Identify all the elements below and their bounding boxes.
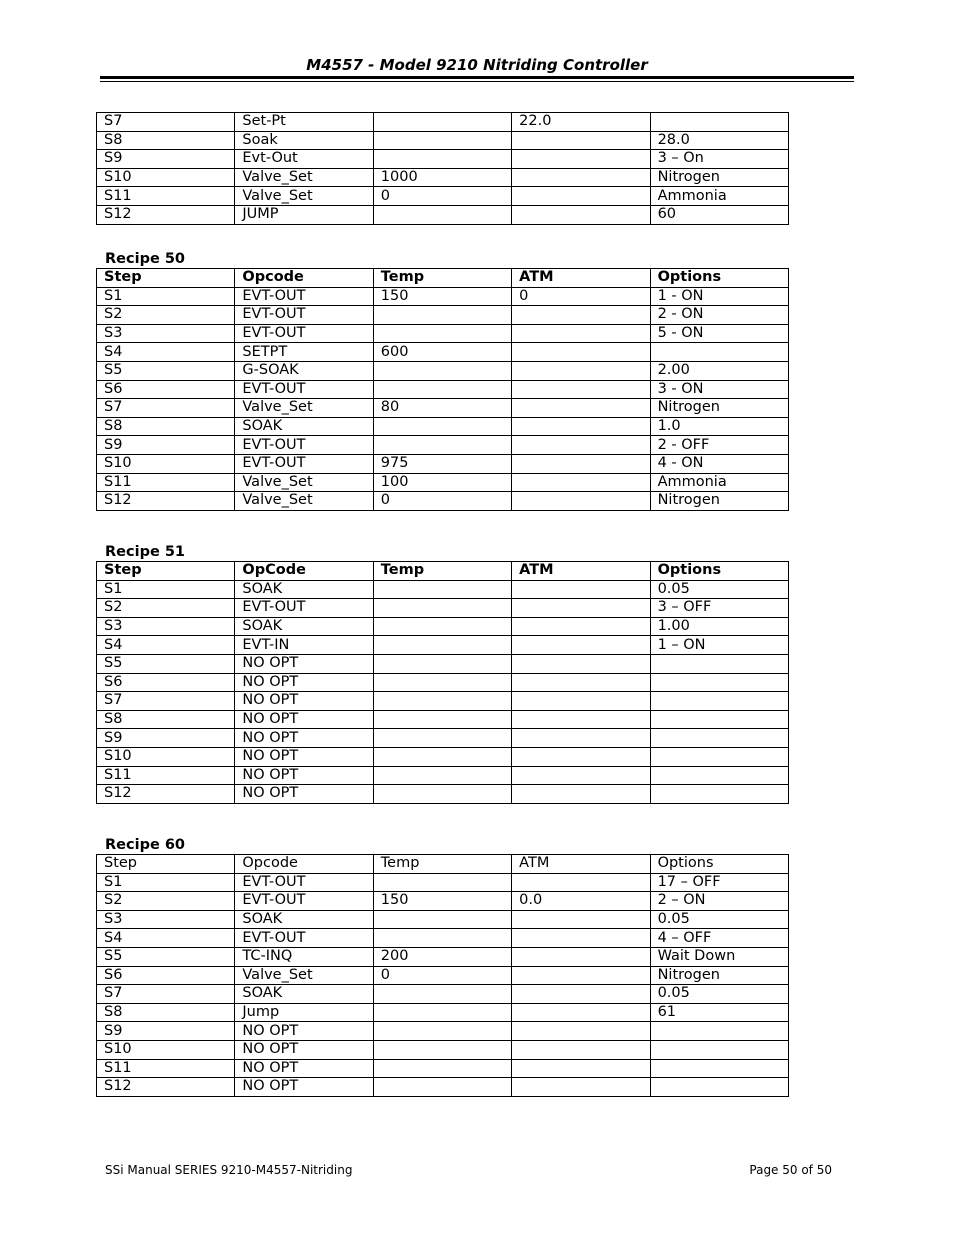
table-cell: 3 - ON	[650, 380, 788, 399]
column-header: Step	[97, 855, 235, 874]
table-cell	[650, 729, 788, 748]
table-cell: Ammonia	[650, 187, 788, 206]
table-cell: 150	[373, 892, 511, 911]
table-cell: S3	[97, 910, 235, 929]
table-cell: S5	[97, 654, 235, 673]
table-row	[97, 436, 789, 455]
table-row	[97, 929, 789, 948]
recipe-title: Recipe 60	[105, 837, 186, 853]
table-cell: EVT-OUT	[235, 287, 373, 306]
table-row	[97, 692, 789, 711]
table-cell: 28.0	[650, 131, 788, 150]
table-cell	[512, 966, 650, 985]
column-header: Temp	[373, 855, 511, 874]
column-header: Options	[650, 269, 788, 288]
table-cell: NO OPT	[235, 673, 373, 692]
table-cell: S6	[97, 673, 235, 692]
table-cell: S10	[97, 747, 235, 766]
table-cell: EVT-OUT	[235, 873, 373, 892]
table-cell: S7	[97, 113, 235, 132]
table-cell: EVT-OUT	[235, 929, 373, 948]
table-cell: Valve_Set	[235, 187, 373, 206]
table-row	[97, 306, 789, 325]
table-cell: JUMP	[235, 205, 373, 224]
table-cell	[512, 492, 650, 511]
table-cell	[373, 599, 511, 618]
table-cell	[512, 417, 650, 436]
table-cell	[650, 747, 788, 766]
table-row	[97, 324, 789, 343]
table-row	[97, 729, 789, 748]
table-cell: SOAK	[235, 417, 373, 436]
table-cell: 100	[373, 473, 511, 492]
table-cell	[650, 343, 788, 362]
table-cell: EVT-OUT	[235, 892, 373, 911]
table-cell	[650, 710, 788, 729]
recipe-60-section	[96, 835, 788, 1097]
table-cell	[650, 766, 788, 785]
table-cell: EVT-OUT	[235, 380, 373, 399]
table-cell: SETPT	[235, 343, 373, 362]
table-row	[97, 150, 789, 169]
table-cell: SOAK	[235, 580, 373, 599]
table-cell: NO OPT	[235, 766, 373, 785]
table-cell: S6	[97, 966, 235, 985]
table-row	[97, 473, 789, 492]
table-cell	[650, 113, 788, 132]
table-row	[97, 1022, 789, 1041]
table-cell: S11	[97, 473, 235, 492]
table-row	[97, 947, 789, 966]
table-cell	[512, 361, 650, 380]
table-cell: S1	[97, 287, 235, 306]
table-cell: S1	[97, 873, 235, 892]
table-cell: NO OPT	[235, 1022, 373, 1041]
table-cell	[373, 636, 511, 655]
table-cell	[512, 729, 650, 748]
table-cell	[650, 1022, 788, 1041]
table-cell	[512, 205, 650, 224]
table-row	[97, 205, 789, 224]
column-header: OpCode	[235, 562, 373, 581]
table-cell	[512, 617, 650, 636]
table-cell: Set-Pt	[235, 113, 373, 132]
table-cell: TC-INQ	[235, 947, 373, 966]
table-cell	[650, 692, 788, 711]
table-cell: S7	[97, 692, 235, 711]
table-cell: 17 – OFF	[650, 873, 788, 892]
table-row	[97, 892, 789, 911]
table-row	[97, 454, 789, 473]
table-cell: S5	[97, 361, 235, 380]
table-cell: S3	[97, 617, 235, 636]
table-cell	[650, 785, 788, 804]
table-cell: 5 - ON	[650, 324, 788, 343]
table-cell: NO OPT	[235, 1059, 373, 1078]
table-row	[97, 910, 789, 929]
table-cell: S7	[97, 399, 235, 418]
table-cell: 975	[373, 454, 511, 473]
table-cell: 2.00	[650, 361, 788, 380]
table-row	[97, 113, 789, 132]
table-row	[97, 710, 789, 729]
table-cell	[373, 1003, 511, 1022]
table-cell: S2	[97, 306, 235, 325]
table-row	[97, 785, 789, 804]
table-cell	[650, 673, 788, 692]
table-cell: EVT-OUT	[235, 599, 373, 618]
column-header: Opcode	[235, 855, 373, 874]
table-cell: Jump	[235, 1003, 373, 1022]
table-row	[97, 492, 789, 511]
table-cell: 200	[373, 947, 511, 966]
table-row	[97, 873, 789, 892]
column-header: Options	[650, 562, 788, 581]
column-header: Options	[650, 855, 788, 874]
table-header-row	[97, 269, 789, 288]
table-cell: 3 – On	[650, 150, 788, 169]
table-cell: S8	[97, 417, 235, 436]
table-cell	[512, 910, 650, 929]
table-cell	[373, 361, 511, 380]
table-cell: Soak	[235, 131, 373, 150]
table-cell: 61	[650, 1003, 788, 1022]
table-cell	[512, 380, 650, 399]
table-cell: S4	[97, 929, 235, 948]
table-row	[97, 343, 789, 362]
table-row	[97, 131, 789, 150]
table-cell: S2	[97, 599, 235, 618]
table-cell	[512, 673, 650, 692]
table-cell	[512, 1040, 650, 1059]
table-cell: S9	[97, 436, 235, 455]
table-cell: 4 - ON	[650, 454, 788, 473]
header-rule-thin	[100, 81, 854, 82]
column-header: ATM	[512, 855, 650, 874]
table-cell: Valve_Set	[235, 399, 373, 418]
table-cell	[373, 929, 511, 948]
table-cell	[373, 131, 511, 150]
table-row	[97, 287, 789, 306]
table-cell: Valve_Set	[235, 492, 373, 511]
table-cell: 2 - ON	[650, 306, 788, 325]
table-cell	[650, 654, 788, 673]
table-row	[97, 399, 789, 418]
table-cell	[512, 306, 650, 325]
table-row	[97, 380, 789, 399]
table-cell	[512, 1059, 650, 1078]
table-cell: S4	[97, 343, 235, 362]
table-row	[97, 580, 789, 599]
table-cell	[373, 985, 511, 1004]
table-cell: S9	[97, 150, 235, 169]
table-row	[97, 766, 789, 785]
table-cell: 0.05	[650, 985, 788, 1004]
table-cell	[373, 1040, 511, 1059]
table-cell: EVT-OUT	[235, 436, 373, 455]
table-cell	[512, 985, 650, 1004]
column-header: Opcode	[235, 269, 373, 288]
table-cell	[373, 654, 511, 673]
table-cell	[650, 1059, 788, 1078]
table-cell: EVT-OUT	[235, 306, 373, 325]
table-cell: 4 – OFF	[650, 929, 788, 948]
table-cell: NO OPT	[235, 692, 373, 711]
table-cell: 0	[373, 187, 511, 206]
table-cell: NO OPT	[235, 785, 373, 804]
page-title: M4557 - Model 9210 Nitriding Controller	[306, 56, 648, 74]
table-cell: S9	[97, 729, 235, 748]
table-cell	[512, 150, 650, 169]
table-cell: 2 – ON	[650, 892, 788, 911]
recipe-continuation-section	[96, 112, 788, 225]
table-row	[97, 654, 789, 673]
table-cell: Nitrogen	[650, 399, 788, 418]
table-cell: S12	[97, 205, 235, 224]
table-cell	[512, 785, 650, 804]
table-cell: 1.0	[650, 417, 788, 436]
table-cell: Wait Down	[650, 947, 788, 966]
table-cell: S10	[97, 454, 235, 473]
table-cell	[373, 785, 511, 804]
table-cell: SOAK	[235, 985, 373, 1004]
table-row	[97, 636, 789, 655]
table-cell	[650, 1040, 788, 1059]
table-cell	[512, 929, 650, 948]
table-cell: Evt-Out	[235, 150, 373, 169]
table-row	[97, 966, 789, 985]
table-cell: S10	[97, 168, 235, 187]
table-cell	[512, 187, 650, 206]
table-cell: Valve_Set	[235, 473, 373, 492]
column-header: Step	[97, 562, 235, 581]
table-cell	[373, 205, 511, 224]
table-row	[97, 1059, 789, 1078]
table-cell	[373, 1078, 511, 1097]
column-header: Temp	[373, 562, 511, 581]
table-row	[97, 1078, 789, 1097]
table-cell: SOAK	[235, 910, 373, 929]
recipe-title: Recipe 50	[105, 251, 186, 267]
table-cell: 3 – OFF	[650, 599, 788, 618]
table-row	[97, 417, 789, 436]
table-cell: NO OPT	[235, 1078, 373, 1097]
table-row	[97, 1003, 789, 1022]
table-cell: NO OPT	[235, 654, 373, 673]
table-cell	[512, 1003, 650, 1022]
table-cell: S12	[97, 492, 235, 511]
table-cell	[512, 873, 650, 892]
table-cell: S10	[97, 1040, 235, 1059]
footer-manual-name: SSi Manual SERIES 9210-M4557-Nitriding	[105, 1163, 353, 1177]
table-cell	[373, 1059, 511, 1078]
table-cell: S8	[97, 710, 235, 729]
table-cell	[512, 324, 650, 343]
table-cell: 0	[373, 966, 511, 985]
table-cell: Nitrogen	[650, 966, 788, 985]
column-header: Step	[97, 269, 235, 288]
table-cell: Nitrogen	[650, 168, 788, 187]
table-cell: EVT-OUT	[235, 454, 373, 473]
recipe-table	[96, 112, 789, 225]
table-cell	[512, 692, 650, 711]
table-cell: S2	[97, 892, 235, 911]
table-cell	[512, 766, 650, 785]
table-cell: S12	[97, 1078, 235, 1097]
recipe-50-section	[96, 249, 788, 511]
table-cell: EVT-IN	[235, 636, 373, 655]
table-cell	[373, 710, 511, 729]
table-cell	[373, 910, 511, 929]
column-header: ATM	[512, 269, 650, 288]
table-row	[97, 599, 789, 618]
table-cell	[512, 947, 650, 966]
table-cell: G-SOAK	[235, 361, 373, 380]
table-cell: NO OPT	[235, 1040, 373, 1059]
table-cell	[512, 454, 650, 473]
table-cell	[512, 1022, 650, 1041]
table-cell	[512, 473, 650, 492]
table-cell: 1.00	[650, 617, 788, 636]
table-cell	[512, 436, 650, 455]
table-cell: 1 – ON	[650, 636, 788, 655]
table-cell	[512, 168, 650, 187]
table-cell: 1 - ON	[650, 287, 788, 306]
table-cell: 1000	[373, 168, 511, 187]
table-header-row	[97, 855, 789, 874]
table-cell	[373, 766, 511, 785]
table-cell: 600	[373, 343, 511, 362]
column-header: Temp	[373, 269, 511, 288]
table-cell	[373, 617, 511, 636]
table-cell	[373, 324, 511, 343]
table-cell	[512, 747, 650, 766]
table-row	[97, 187, 789, 206]
table-cell: 0.05	[650, 580, 788, 599]
table-cell	[373, 673, 511, 692]
table-cell: S9	[97, 1022, 235, 1041]
table-cell: 22.0	[512, 113, 650, 132]
table-cell	[512, 710, 650, 729]
table-cell	[512, 599, 650, 618]
table-row	[97, 168, 789, 187]
table-row	[97, 673, 789, 692]
table-cell	[373, 873, 511, 892]
table-cell: S3	[97, 324, 235, 343]
table-cell: 0	[512, 287, 650, 306]
recipe-51-section	[96, 542, 788, 804]
table-cell	[512, 131, 650, 150]
table-cell	[373, 380, 511, 399]
table-cell: 0.0	[512, 892, 650, 911]
table-cell	[512, 343, 650, 362]
table-cell	[373, 1022, 511, 1041]
table-cell: S11	[97, 766, 235, 785]
table-cell: 0.05	[650, 910, 788, 929]
table-cell	[373, 729, 511, 748]
table-cell	[373, 417, 511, 436]
header-rule-thick	[100, 76, 854, 79]
table-cell	[512, 1078, 650, 1097]
footer-page-number: Page 50 of 50	[749, 1163, 832, 1177]
table-cell: 80	[373, 399, 511, 418]
table-cell	[373, 113, 511, 132]
table-cell: S11	[97, 187, 235, 206]
table-cell: NO OPT	[235, 710, 373, 729]
table-cell: NO OPT	[235, 747, 373, 766]
table-cell	[373, 150, 511, 169]
table-cell	[512, 399, 650, 418]
table-row	[97, 361, 789, 380]
table-cell: S8	[97, 1003, 235, 1022]
table-cell: S5	[97, 947, 235, 966]
table-cell	[373, 747, 511, 766]
table-cell: 60	[650, 205, 788, 224]
table-cell: S8	[97, 131, 235, 150]
table-cell: 2 - OFF	[650, 436, 788, 455]
table-cell: S11	[97, 1059, 235, 1078]
table-cell	[650, 1078, 788, 1097]
table-header-row	[97, 562, 789, 581]
table-cell: S6	[97, 380, 235, 399]
table-row	[97, 617, 789, 636]
table-cell	[373, 580, 511, 599]
table-cell	[512, 654, 650, 673]
table-cell	[512, 580, 650, 599]
table-cell: SOAK	[235, 617, 373, 636]
table-cell: 0	[373, 492, 511, 511]
column-header: ATM	[512, 562, 650, 581]
recipe-title: Recipe 51	[105, 544, 186, 560]
table-cell: 150	[373, 287, 511, 306]
table-cell	[512, 636, 650, 655]
table-cell: S7	[97, 985, 235, 1004]
recipe-table	[96, 268, 789, 511]
table-cell	[373, 436, 511, 455]
table-cell: Valve_Set	[235, 168, 373, 187]
table-cell: Nitrogen	[650, 492, 788, 511]
table-cell	[373, 692, 511, 711]
table-cell: S1	[97, 580, 235, 599]
table-cell: Ammonia	[650, 473, 788, 492]
table-cell	[373, 306, 511, 325]
table-cell: EVT-OUT	[235, 324, 373, 343]
table-cell: S4	[97, 636, 235, 655]
table-cell: NO OPT	[235, 729, 373, 748]
table-row	[97, 985, 789, 1004]
table-cell: Valve_Set	[235, 966, 373, 985]
table-row	[97, 1040, 789, 1059]
table-cell: S12	[97, 785, 235, 804]
table-row	[97, 747, 789, 766]
recipe-table	[96, 854, 789, 1097]
recipe-table	[96, 561, 789, 804]
